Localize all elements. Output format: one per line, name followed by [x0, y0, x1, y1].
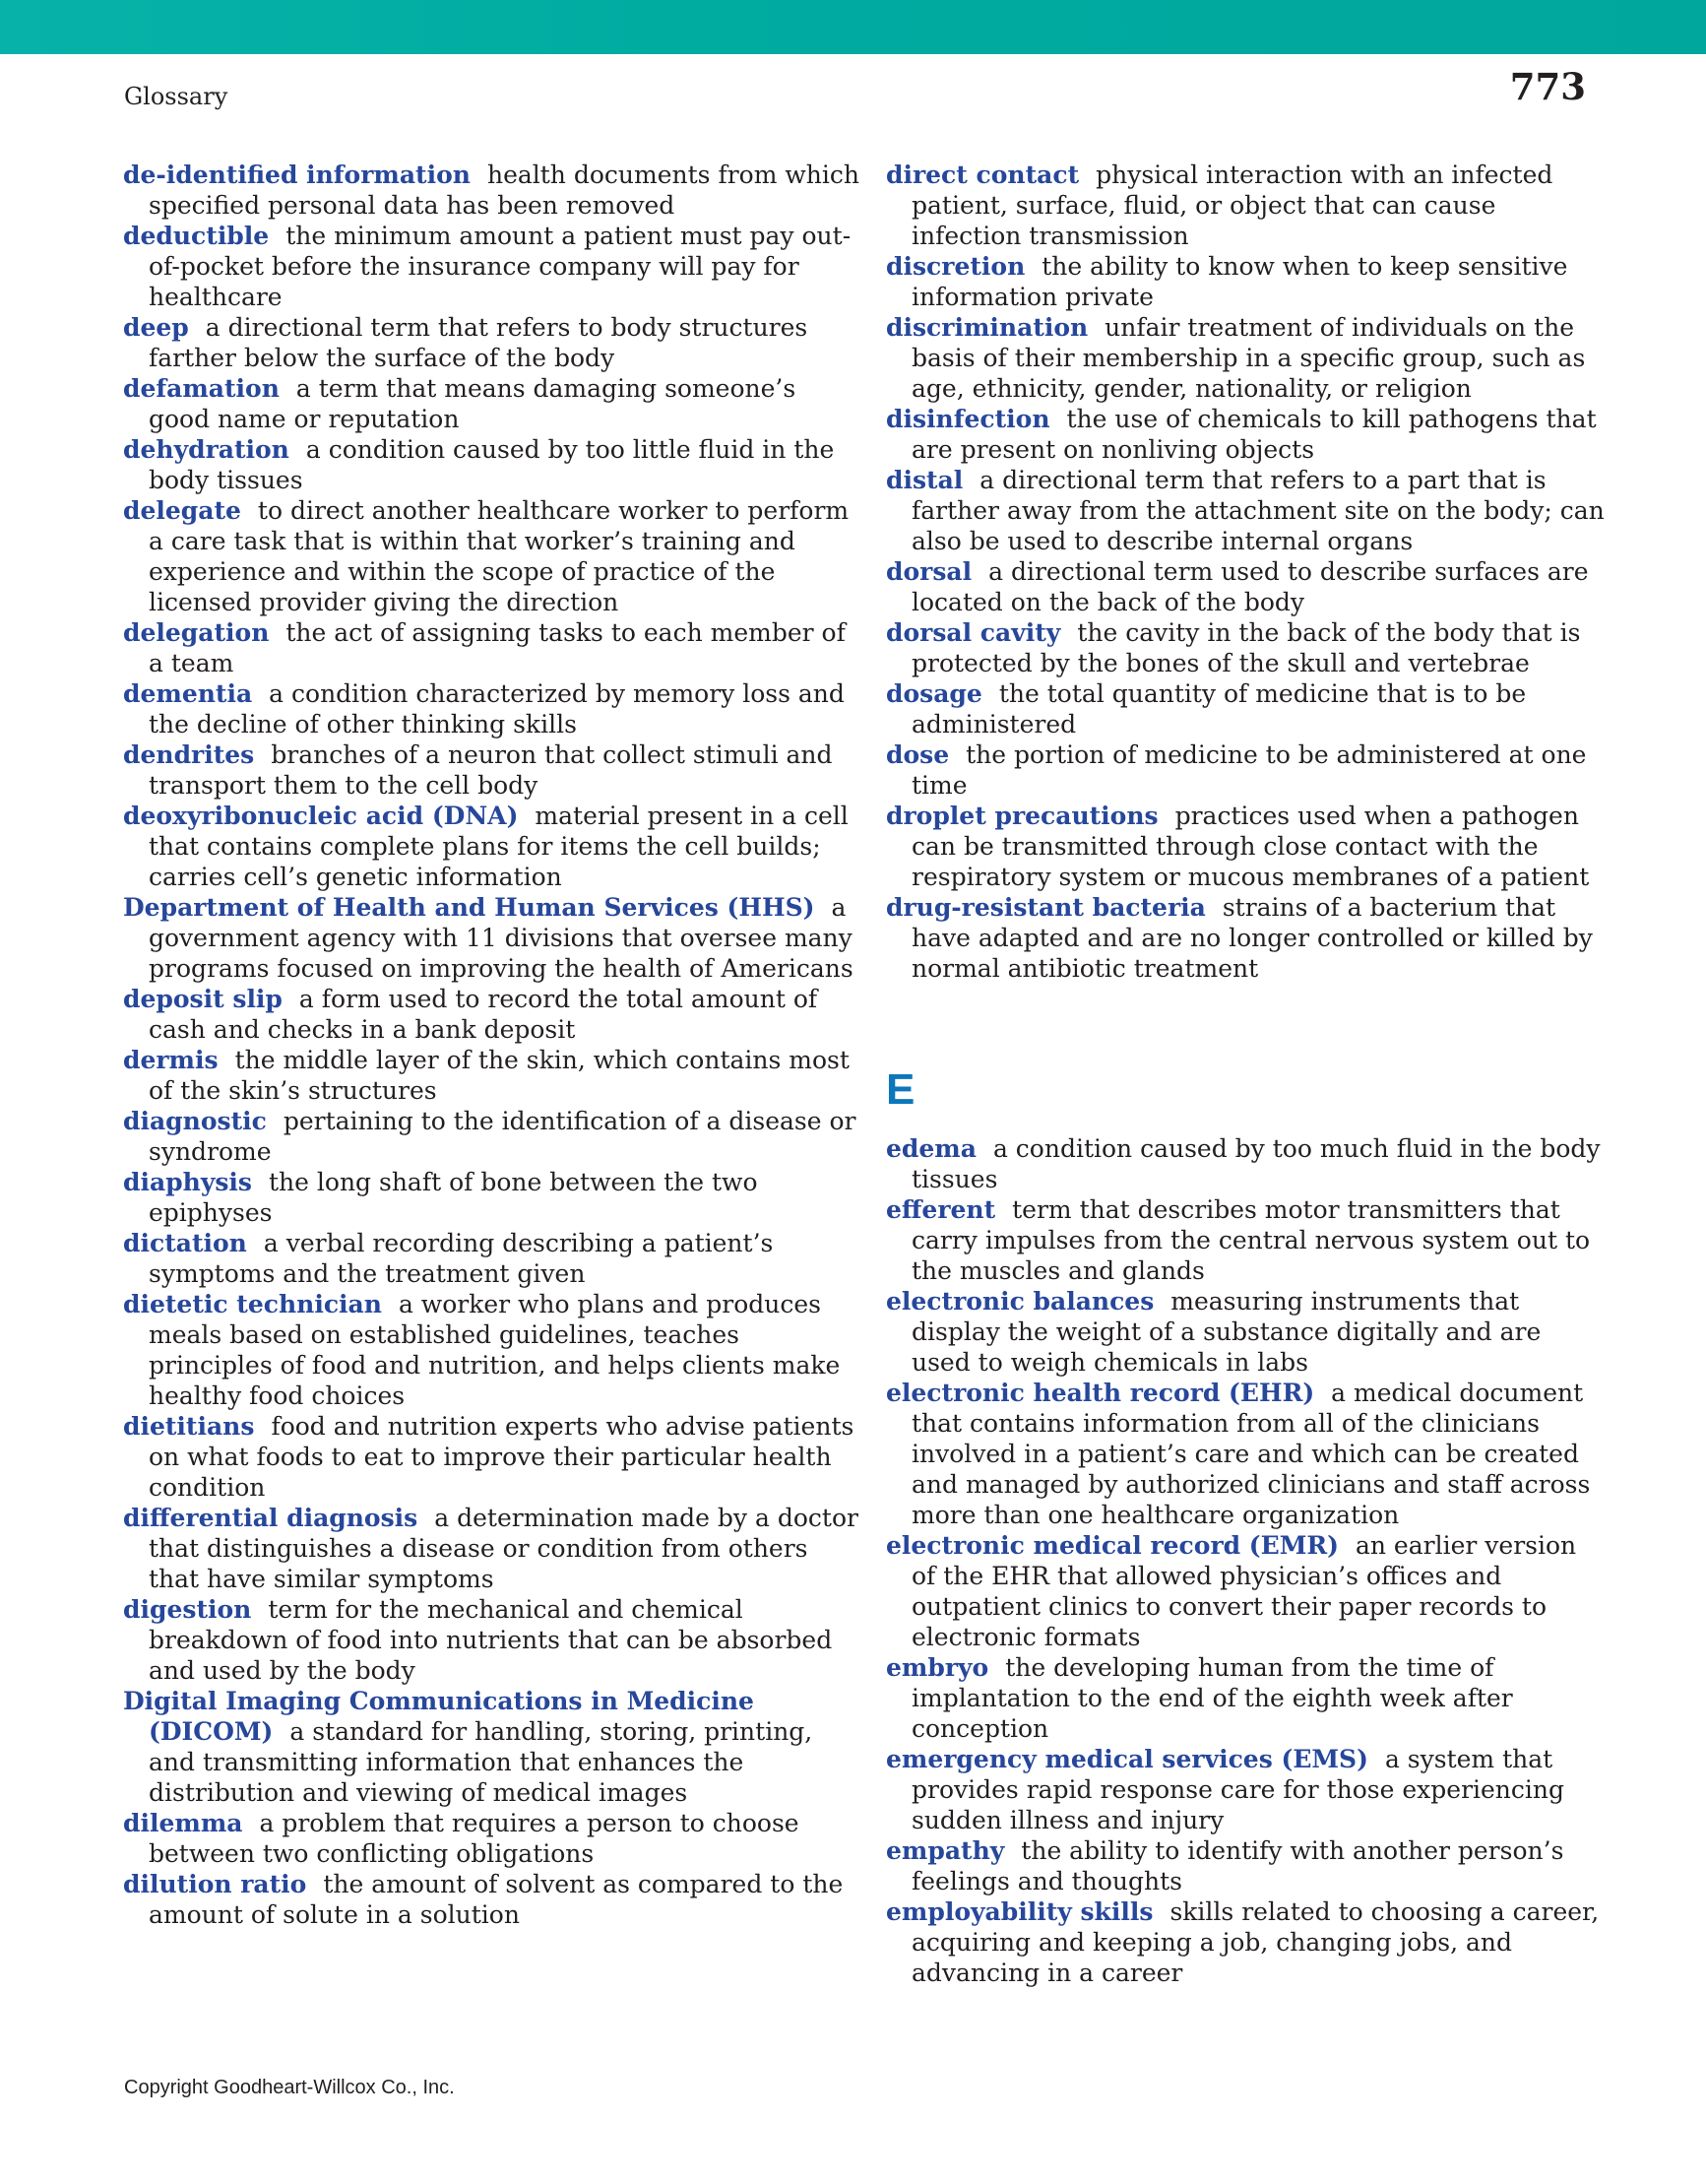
glossary-entry: [886, 312, 1607, 404]
glossary-definition: a medical document that contains information from all of the clinicians involved in a patient’s care and which can be created and managed by authorized clinicians and staff across more than one healthcare organization: [912, 1379, 1591, 1529]
glossary-definition: a condition caused by too much fluid in the body tissues: [912, 1134, 1601, 1193]
glossary-entry: [123, 892, 861, 984]
glossary-definition: a form used to record the total amount of cash and checks in a bank deposit: [149, 985, 818, 1044]
glossary-definition: the act of assigning tasks to each member of a team: [149, 618, 846, 677]
glossary-definition: the developing human from the time of implantation to the end of the eighth week after conception: [912, 1653, 1513, 1743]
glossary-entry: [123, 1503, 861, 1594]
glossary-term: electronic health record (EHR): [886, 1379, 1315, 1407]
glossary-term: dilution ratio: [123, 1870, 307, 1898]
glossary-term: differential diagnosis: [123, 1504, 418, 1532]
glossary-entry: [123, 617, 861, 678]
glossary-definition: an earlier version of the EHR that allowed physician’s offices and outpatient clinics to convert their paper records to electronic formats: [912, 1531, 1577, 1651]
header-accent-bar: [0, 0, 1706, 54]
glossary-term: Department of Health and Human Services (HHS): [123, 893, 815, 922]
glossary-term: electronic balances: [886, 1287, 1155, 1316]
glossary-definition: material present in a cell that contains complete plans for items the cell builds; carries cell’s genetic information: [149, 802, 849, 891]
glossary-definition: unfair treatment of individuals on the basis of their membership in a specific group, such as age, ethnicity, gender, nationality, or religion: [912, 313, 1586, 403]
glossary-entry: [123, 1808, 861, 1869]
glossary-entry: [123, 495, 861, 617]
copyright-footer: Copyright Goodheart-Willcox Co., Inc.: [124, 2077, 455, 2098]
glossary-column-right-d-entries: [886, 160, 1607, 984]
glossary-definition: the portion of medicine to be administered at one time: [912, 740, 1587, 800]
glossary-entry: [123, 1289, 861, 1411]
glossary-column-left: [123, 160, 861, 1930]
glossary-definition: term that describes motor transmitters that carry impulses from the central nervous system out to the muscles and glands: [912, 1195, 1591, 1285]
glossary-term: droplet precautions: [886, 802, 1159, 830]
glossary-entry: [123, 373, 861, 434]
glossary-definition: a standard for handling, storing, printing, and transmitting information that enhances the distribution and viewing of medical images: [149, 1717, 813, 1807]
glossary-term: disinfection: [886, 405, 1050, 433]
glossary-entry: [123, 1869, 861, 1930]
glossary-term: Digital Imaging Communications in Medicine (DICOM): [123, 1687, 754, 1746]
running-header: Glossary: [124, 83, 228, 110]
glossary-term: empathy: [886, 1836, 1005, 1865]
glossary-definition: term for the mechanical and chemical breakdown of food into nutrients that can be absorbed and used by the body: [149, 1595, 833, 1685]
glossary-term: delegate: [123, 496, 241, 525]
section-heading-e: E: [886, 1065, 916, 1114]
glossary-entry: [123, 1686, 861, 1808]
glossary-entry: [886, 1133, 1607, 1194]
glossary-entry: [886, 1835, 1607, 1896]
glossary-term: digestion: [123, 1595, 252, 1624]
glossary-entry: [886, 1378, 1607, 1530]
glossary-definition: a condition caused by too little fluid in the body tissues: [149, 435, 835, 494]
glossary-term: deep: [123, 313, 189, 342]
glossary-definition: measuring instruments that display the weight of a substance digitally and are used to weigh chemicals in labs: [912, 1287, 1542, 1377]
glossary-entry: [123, 1045, 861, 1106]
glossary-entry: [886, 465, 1607, 556]
glossary-term: dose: [886, 740, 950, 769]
glossary-definition: the total quantity of medicine that is to be administered: [912, 679, 1527, 739]
glossary-definition: food and nutrition experts who advise patients on what foods to eat to improve their particular health condition: [149, 1412, 854, 1502]
glossary-term: employability skills: [886, 1897, 1154, 1926]
glossary-entry: [123, 739, 861, 801]
glossary-column-right-e-entries: [886, 1133, 1607, 1988]
glossary-definition: skills related to choosing a career, acquiring and keeping a job, changing jobs, and advancing in a career: [912, 1897, 1600, 1987]
glossary-term: delegation: [123, 618, 270, 647]
glossary-definition: the ability to identify with another person’s feelings and thoughts: [912, 1836, 1564, 1895]
glossary-entry: [123, 1411, 861, 1503]
glossary-entry: [886, 892, 1607, 984]
glossary-definition: physical interaction with an infected patient, surface, fluid, or object that can cause infection transmission: [912, 161, 1553, 250]
glossary-entry: [886, 160, 1607, 251]
glossary-term: dilemma: [123, 1809, 243, 1837]
glossary-term: electronic medical record (EMR): [886, 1531, 1339, 1560]
glossary-definition: to direct another healthcare worker to perform a care task that is within that worker’s training and experience and within the scope of practice of the licensed provider giving the direction: [149, 496, 850, 616]
glossary-term: dorsal: [886, 557, 973, 586]
glossary-definition: a government agency with 11 divisions that oversee many programs focused on improving the health of Americans: [149, 893, 853, 983]
glossary-term: dietitians: [123, 1412, 255, 1441]
glossary-entry: [123, 1228, 861, 1289]
glossary-term: diaphysis: [123, 1168, 253, 1196]
glossary-definition: practices used when a pathogen can be transmitted through close contact with the respiratory system or mucous membranes of a patient: [912, 802, 1590, 891]
glossary-term: distal: [886, 466, 964, 494]
glossary-definition: a worker who plans and produces meals based on established guidelines, teaches principles of food and nutrition, and helps clients make healthy food choices: [149, 1290, 841, 1410]
glossary-term: dictation: [123, 1229, 247, 1257]
glossary-entry: [886, 251, 1607, 312]
glossary-definition: pertaining to the identification of a disease or syndrome: [149, 1107, 856, 1166]
glossary-entry: [886, 1896, 1607, 1988]
glossary-definition: strains of a bacterium that have adapted and are no longer controlled or killed by normal antibiotic treatment: [912, 893, 1593, 983]
glossary-entry: [123, 1106, 861, 1167]
glossary-definition: a directional term that refers to body structures farther below the surface of the body: [149, 313, 808, 372]
glossary-term: de-identified information: [123, 161, 471, 189]
glossary-entry: [123, 1594, 861, 1686]
glossary-definition: the ability to know when to keep sensitive information private: [912, 252, 1568, 311]
glossary-entry: [886, 556, 1607, 617]
glossary-entry: [123, 678, 861, 739]
glossary-term: edema: [886, 1134, 977, 1163]
glossary-entry: [123, 434, 861, 495]
glossary-definition: the long shaft of bone between the two epiphyses: [149, 1168, 758, 1227]
glossary-definition: a directional term used to describe surfaces are located on the back of the body: [912, 557, 1589, 616]
glossary-term: dehydration: [123, 435, 289, 464]
glossary-entry: [123, 221, 861, 312]
glossary-entry: [886, 404, 1607, 465]
glossary-term: dermis: [123, 1046, 219, 1074]
glossary-definition: a directional term that refers to a part that is farther away from the attachment site on the body; can also be used to describe internal organs: [912, 466, 1605, 555]
glossary-entry: [886, 1652, 1607, 1744]
glossary-definition: the minimum amount a patient must pay out-of-pocket before the insurance company will pay for healthcare: [149, 222, 852, 311]
glossary-definition: a problem that requires a person to choose between two conflicting obligations: [149, 1809, 799, 1868]
glossary-entry: [123, 1167, 861, 1228]
glossary-definition: a determination made by a doctor that distinguishes a disease or condition from others that have similar symptoms: [149, 1504, 858, 1593]
glossary-term: embryo: [886, 1653, 989, 1682]
glossary-entry: [886, 1530, 1607, 1652]
glossary-term: deposit slip: [123, 985, 283, 1013]
glossary-definition: branches of a neuron that collect stimuli and transport them to the cell body: [149, 740, 833, 800]
glossary-term: dosage: [886, 679, 982, 708]
glossary-definition: the cavity in the back of the body that is protected by the bones of the skull and vertebrae: [912, 618, 1581, 677]
glossary-term: discretion: [886, 252, 1026, 281]
glossary-definition: a verbal recording describing a patient’s symptoms and the treatment given: [149, 1229, 774, 1288]
glossary-definition: the middle layer of the skin, which contains most of the skin’s structures: [149, 1046, 850, 1105]
glossary-term: diagnostic: [123, 1107, 267, 1135]
page-number: 773: [1509, 65, 1586, 108]
glossary-definition: a condition characterized by memory loss and the decline of other thinking skills: [149, 679, 845, 739]
glossary-term: deductible: [123, 222, 270, 250]
glossary-column-right: [886, 160, 1607, 1988]
glossary-entry: [886, 801, 1607, 892]
glossary-entry: [886, 1744, 1607, 1835]
glossary-entry: [886, 739, 1607, 801]
glossary-term: discrimination: [886, 313, 1089, 342]
glossary-definition: the use of chemicals to kill pathogens that are present on nonliving objects: [912, 405, 1597, 464]
glossary-entry: [886, 1194, 1607, 1286]
glossary-term: dendrites: [123, 740, 255, 769]
glossary-definition: a system that provides rapid response care for those experiencing sudden illness and injury: [912, 1745, 1565, 1834]
glossary-definition: a term that means damaging someone’s good name or reputation: [149, 374, 796, 433]
glossary-term: emergency medical services (EMS): [886, 1745, 1368, 1773]
glossary-entry: [123, 801, 861, 892]
glossary-term: drug-resistant bacteria: [886, 893, 1206, 922]
glossary-entry: [123, 312, 861, 373]
glossary-entry: [886, 1286, 1607, 1378]
glossary-definition: health documents from which specified personal data has been removed: [149, 161, 859, 220]
glossary-entry: [123, 984, 861, 1045]
glossary-term: direct contact: [886, 161, 1080, 189]
glossary-entry: [886, 678, 1607, 739]
glossary-term: efferent: [886, 1195, 996, 1224]
glossary-term: dementia: [123, 679, 253, 708]
glossary-entry: [886, 617, 1607, 678]
glossary-definition: the amount of solvent as compared to the amount of solute in a solution: [149, 1870, 844, 1929]
glossary-entry: [123, 160, 861, 221]
glossary-term: defamation: [123, 374, 280, 403]
glossary-term: dorsal cavity: [886, 618, 1061, 647]
glossary-term: deoxyribonucleic acid (DNA): [123, 802, 519, 830]
glossary-term: dietetic technician: [123, 1290, 382, 1318]
